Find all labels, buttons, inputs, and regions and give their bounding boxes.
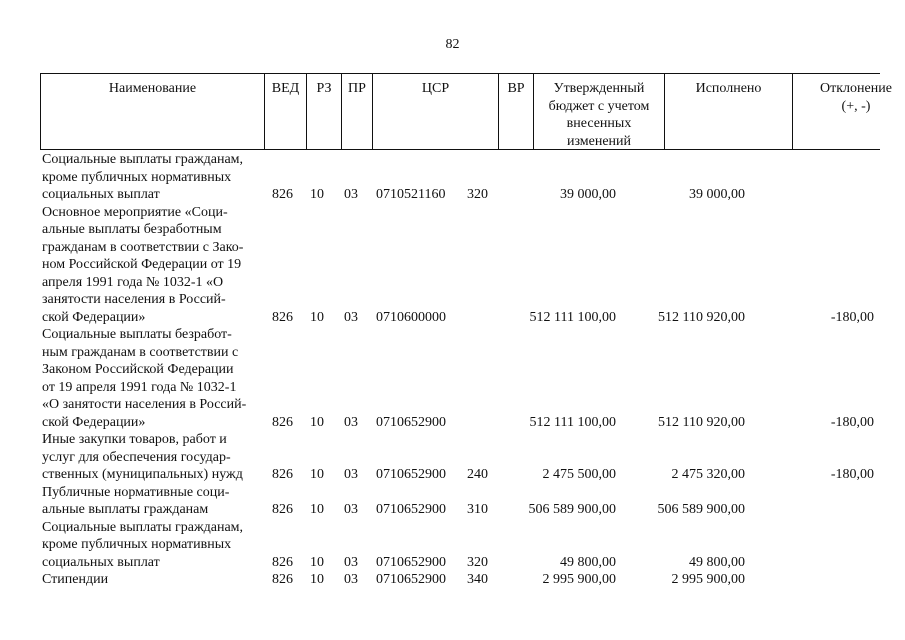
row-pr: 03 [344, 554, 358, 570]
row-pr: 03 [344, 502, 358, 517]
row-done: 512 110 920,00 [658, 414, 745, 430]
header-deviation-line: Отклонение [820, 81, 892, 96]
row-vr: 320 [467, 187, 488, 202]
row-rz: 10 [310, 309, 324, 325]
table-row [40, 326, 880, 431]
row-ved: 826 [272, 187, 293, 202]
row-name-line: альные выплаты гражданам [42, 502, 209, 517]
row-csr: 0710652900 [376, 572, 446, 587]
row-name-line: занятости населения в Россий- [42, 292, 226, 307]
table-row [40, 519, 880, 572]
row-rz: 10 [310, 502, 324, 517]
row-rz: 10 [310, 187, 324, 202]
row-vr: 320 [467, 554, 488, 570]
row-name-line: ным гражданам в соответствии с [42, 344, 239, 360]
header-budget-line: бюджет с учетом [548, 98, 650, 114]
table-header [40, 73, 892, 150]
row-name-line: Стипендии [42, 572, 109, 587]
row-deviation: -180,00 [830, 309, 874, 325]
header-budget-line: изменений [566, 133, 632, 149]
row-pr: 03 [344, 414, 358, 430]
row-rz: 10 [310, 467, 324, 482]
header-deviation [792, 74, 905, 149]
row-deviation: -180,00 [830, 414, 874, 430]
header-budget-line: внесенных [566, 116, 632, 131]
row-budget: 512 111 100,00 [529, 309, 616, 325]
header-done: Исполнено [664, 74, 792, 149]
row-pr: 03 [344, 572, 358, 587]
row-name-line: альные выплаты безработным [42, 222, 222, 237]
row-name [42, 204, 266, 327]
row-done: 49 800,00 [689, 554, 745, 570]
row-budget: 39 000,00 [560, 187, 616, 202]
row-name-line: ской Федерации» [42, 414, 146, 430]
row-rz: 10 [310, 414, 324, 430]
row-rz: 10 [310, 572, 324, 587]
row-name-line: «О занятости населения в Россий- [42, 397, 247, 412]
row-name-line: Социальные выплаты безработ- [42, 327, 232, 342]
row-name-line: апреля 1991 года № 1032-1 «О [42, 274, 224, 290]
row-ved: 826 [272, 572, 293, 587]
row-pr: 03 [344, 187, 358, 202]
row-deviation: -180,00 [830, 467, 874, 482]
row-done: 2 475 320,00 [671, 467, 745, 482]
row-budget: 506 589 900,00 [528, 502, 616, 517]
row-rz: 10 [310, 554, 324, 570]
page-number: 82 [445, 37, 460, 52]
row-budget: 2 475 500,00 [542, 467, 616, 482]
header-ved: ВЕД [264, 74, 306, 149]
row-budget: 49 800,00 [560, 554, 616, 570]
row-name [42, 571, 266, 589]
row-ved: 826 [272, 502, 293, 517]
row-budget: 2 995 900,00 [542, 572, 616, 587]
row-ved: 826 [272, 554, 293, 570]
row-csr: 0710652900 [376, 414, 446, 430]
row-name-line: Социальные выплаты гражданам, [42, 152, 244, 167]
table-row [40, 204, 880, 327]
row-done: 506 589 900,00 [657, 502, 745, 517]
header-pr: ПР [341, 74, 372, 149]
table-row [40, 431, 880, 484]
table-row [40, 484, 880, 519]
row-csr: 0710521160 [376, 187, 446, 202]
header-csr: ЦСР [372, 74, 498, 149]
row-name-line: социальных выплат [42, 554, 160, 570]
row-name-line: Иные закупки товаров, работ и [42, 432, 227, 447]
header-name: Наименование [40, 74, 264, 149]
row-name [42, 431, 266, 484]
row-name-line: кроме публичных нормативных [42, 169, 232, 185]
row-name [42, 151, 266, 204]
header-rz: РЗ [306, 74, 341, 149]
row-vr: 240 [467, 467, 488, 482]
row-done: 512 110 920,00 [658, 309, 745, 325]
row-vr: 340 [467, 572, 488, 587]
row-done: 2 995 900,00 [671, 572, 745, 587]
row-csr: 0710652900 [376, 502, 446, 517]
header-vr: ВР [498, 74, 533, 149]
header-deviation-line: (+, -) [841, 98, 871, 114]
header-budget-line: Утвержденный [553, 81, 645, 96]
row-ved: 826 [272, 309, 293, 325]
row-name-line: ской Федерации» [42, 309, 146, 325]
row-csr: 0710652900 [376, 467, 446, 482]
row-name [42, 519, 266, 572]
row-name-line: гражданам в соответствии с Зако- [42, 239, 244, 255]
row-name-line: Публичные нормативные соци- [42, 484, 230, 500]
row-vr: 310 [467, 502, 488, 517]
header-budget [533, 74, 664, 149]
row-csr: 0710600000 [376, 309, 446, 325]
table-row [40, 151, 880, 204]
row-pr: 03 [344, 309, 358, 325]
row-name-line: кроме публичных нормативных [42, 537, 232, 552]
row-done: 39 000,00 [689, 187, 745, 202]
row-name-line: социальных выплат [42, 187, 160, 202]
row-name [42, 484, 266, 519]
row-name-line: ственных (муниципальных) нужд [42, 467, 243, 482]
table-row [40, 571, 880, 589]
row-name [42, 326, 266, 431]
row-pr: 03 [344, 467, 358, 482]
row-csr: 0710652900 [376, 554, 446, 570]
row-name-line: услуг для обеспечения государ- [42, 449, 231, 465]
row-name-line: ном Российской Федерации от 19 [42, 257, 242, 272]
row-name-line: Основное мероприятие «Соци- [42, 204, 228, 220]
row-name-line: Законом Российской Федерации [42, 362, 234, 377]
row-ved: 826 [272, 467, 293, 482]
row-name-line: от 19 апреля 1991 года № 1032-1 [42, 379, 237, 395]
row-budget: 512 111 100,00 [529, 414, 616, 430]
row-ved: 826 [272, 414, 293, 430]
row-name-line: Социальные выплаты гражданам, [42, 519, 244, 535]
